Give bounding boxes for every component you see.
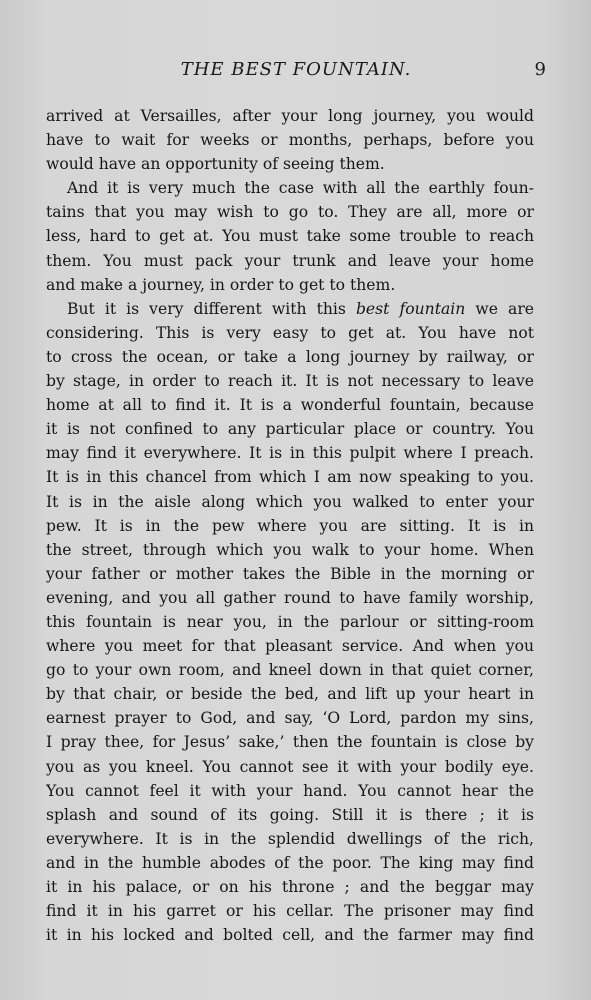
text-line: tains that you may wish to go to. They are all, more or: [46, 203, 534, 222]
text-line-with-emphasis: [46, 297, 534, 321]
text-line: them. You must pack your trunk and leave your home: [46, 251, 534, 270]
text-line: It is in this chancel from which I am now speaking to you.: [46, 468, 534, 487]
text-line: It is in the aisle along which you walked to enter your: [46, 492, 534, 511]
line-tail: we are: [465, 299, 534, 318]
text-line: And it is very much the case with all the earthly foun-: [67, 179, 534, 198]
text-line: evening, and you all gather round to have family worship,: [46, 588, 534, 607]
page-number: 9: [534, 59, 546, 80]
text-line: by that chair, or beside the bed, and lift up your heart in: [46, 685, 534, 704]
text-line: it in his locked and bolted cell, and the farmer may find: [46, 926, 534, 945]
text-line: arrived at Versailles, after your long journey, you would: [46, 107, 534, 125]
text-line: the street, through which you walk to your home. When: [46, 540, 534, 559]
text-line: by stage, in order to reach it. It is not necessary to leave: [46, 372, 534, 391]
text-line: and make a journey, in order to get to them.: [46, 275, 396, 294]
text-line: your father or mother takes the Bible in the morning or: [46, 564, 534, 583]
text-line: You cannot feel it with your hand. You cannot hear the: [46, 781, 534, 800]
text-line: find it in his garret or his cellar. The prisoner may find: [46, 902, 534, 921]
running-head: [46, 56, 546, 84]
text-line: go to your own room, and kneel down in that quiet corner,: [46, 661, 534, 680]
text-line: have to wait for weeks or months, perhaps, before you: [46, 131, 534, 150]
text-line: considering. This is very easy to get at. You have not: [46, 323, 534, 342]
text-line: where you meet for that pleasant service. And when you: [46, 637, 534, 656]
emphasis-text: best fountain: [355, 299, 466, 318]
text-line: it is not confined to any particular place or country. You: [46, 420, 534, 439]
text-line: pew. It is in the pew where you are sitting. It is in: [46, 516, 534, 535]
text-line: it in his palace, or on his throne ; and the beggar may: [46, 878, 534, 896]
text-line: this fountain is near you, in the parlour or sitting-room: [46, 612, 534, 631]
text-line: I pray thee, for Jesus’ sake,’ then the fountain is close by: [46, 733, 534, 752]
body-text: [46, 104, 534, 947]
text-line: everywhere. It is in the splendid dwellings of the rich,: [46, 829, 534, 848]
text-line: you as you kneel. You cannot see it with your bodily eye.: [46, 757, 534, 776]
text-line: to cross the ocean, or take a long journey by railway, or: [46, 347, 534, 366]
text-line: splash and sound of its going. Still it is there ; it is: [46, 805, 534, 824]
text-line: less, hard to get at. You must take some trouble to reach: [46, 227, 534, 246]
text-line: and in the humble abodes of the poor. The king may find: [46, 853, 534, 872]
text-line: earnest prayer to God, and say, ‘O Lord, pardon my sins,: [46, 709, 534, 728]
text-line: may find it everywhere. It is in this pulpit where I preach.: [46, 444, 534, 463]
running-title: THE BEST FOUNTAIN.: [180, 59, 412, 80]
text-line: would have an opportunity of seeing them.: [46, 155, 385, 174]
text-line: home at all to find it. It is a wonderful fountain, because: [46, 396, 534, 415]
line-lead: But it is very different with this: [67, 299, 356, 318]
